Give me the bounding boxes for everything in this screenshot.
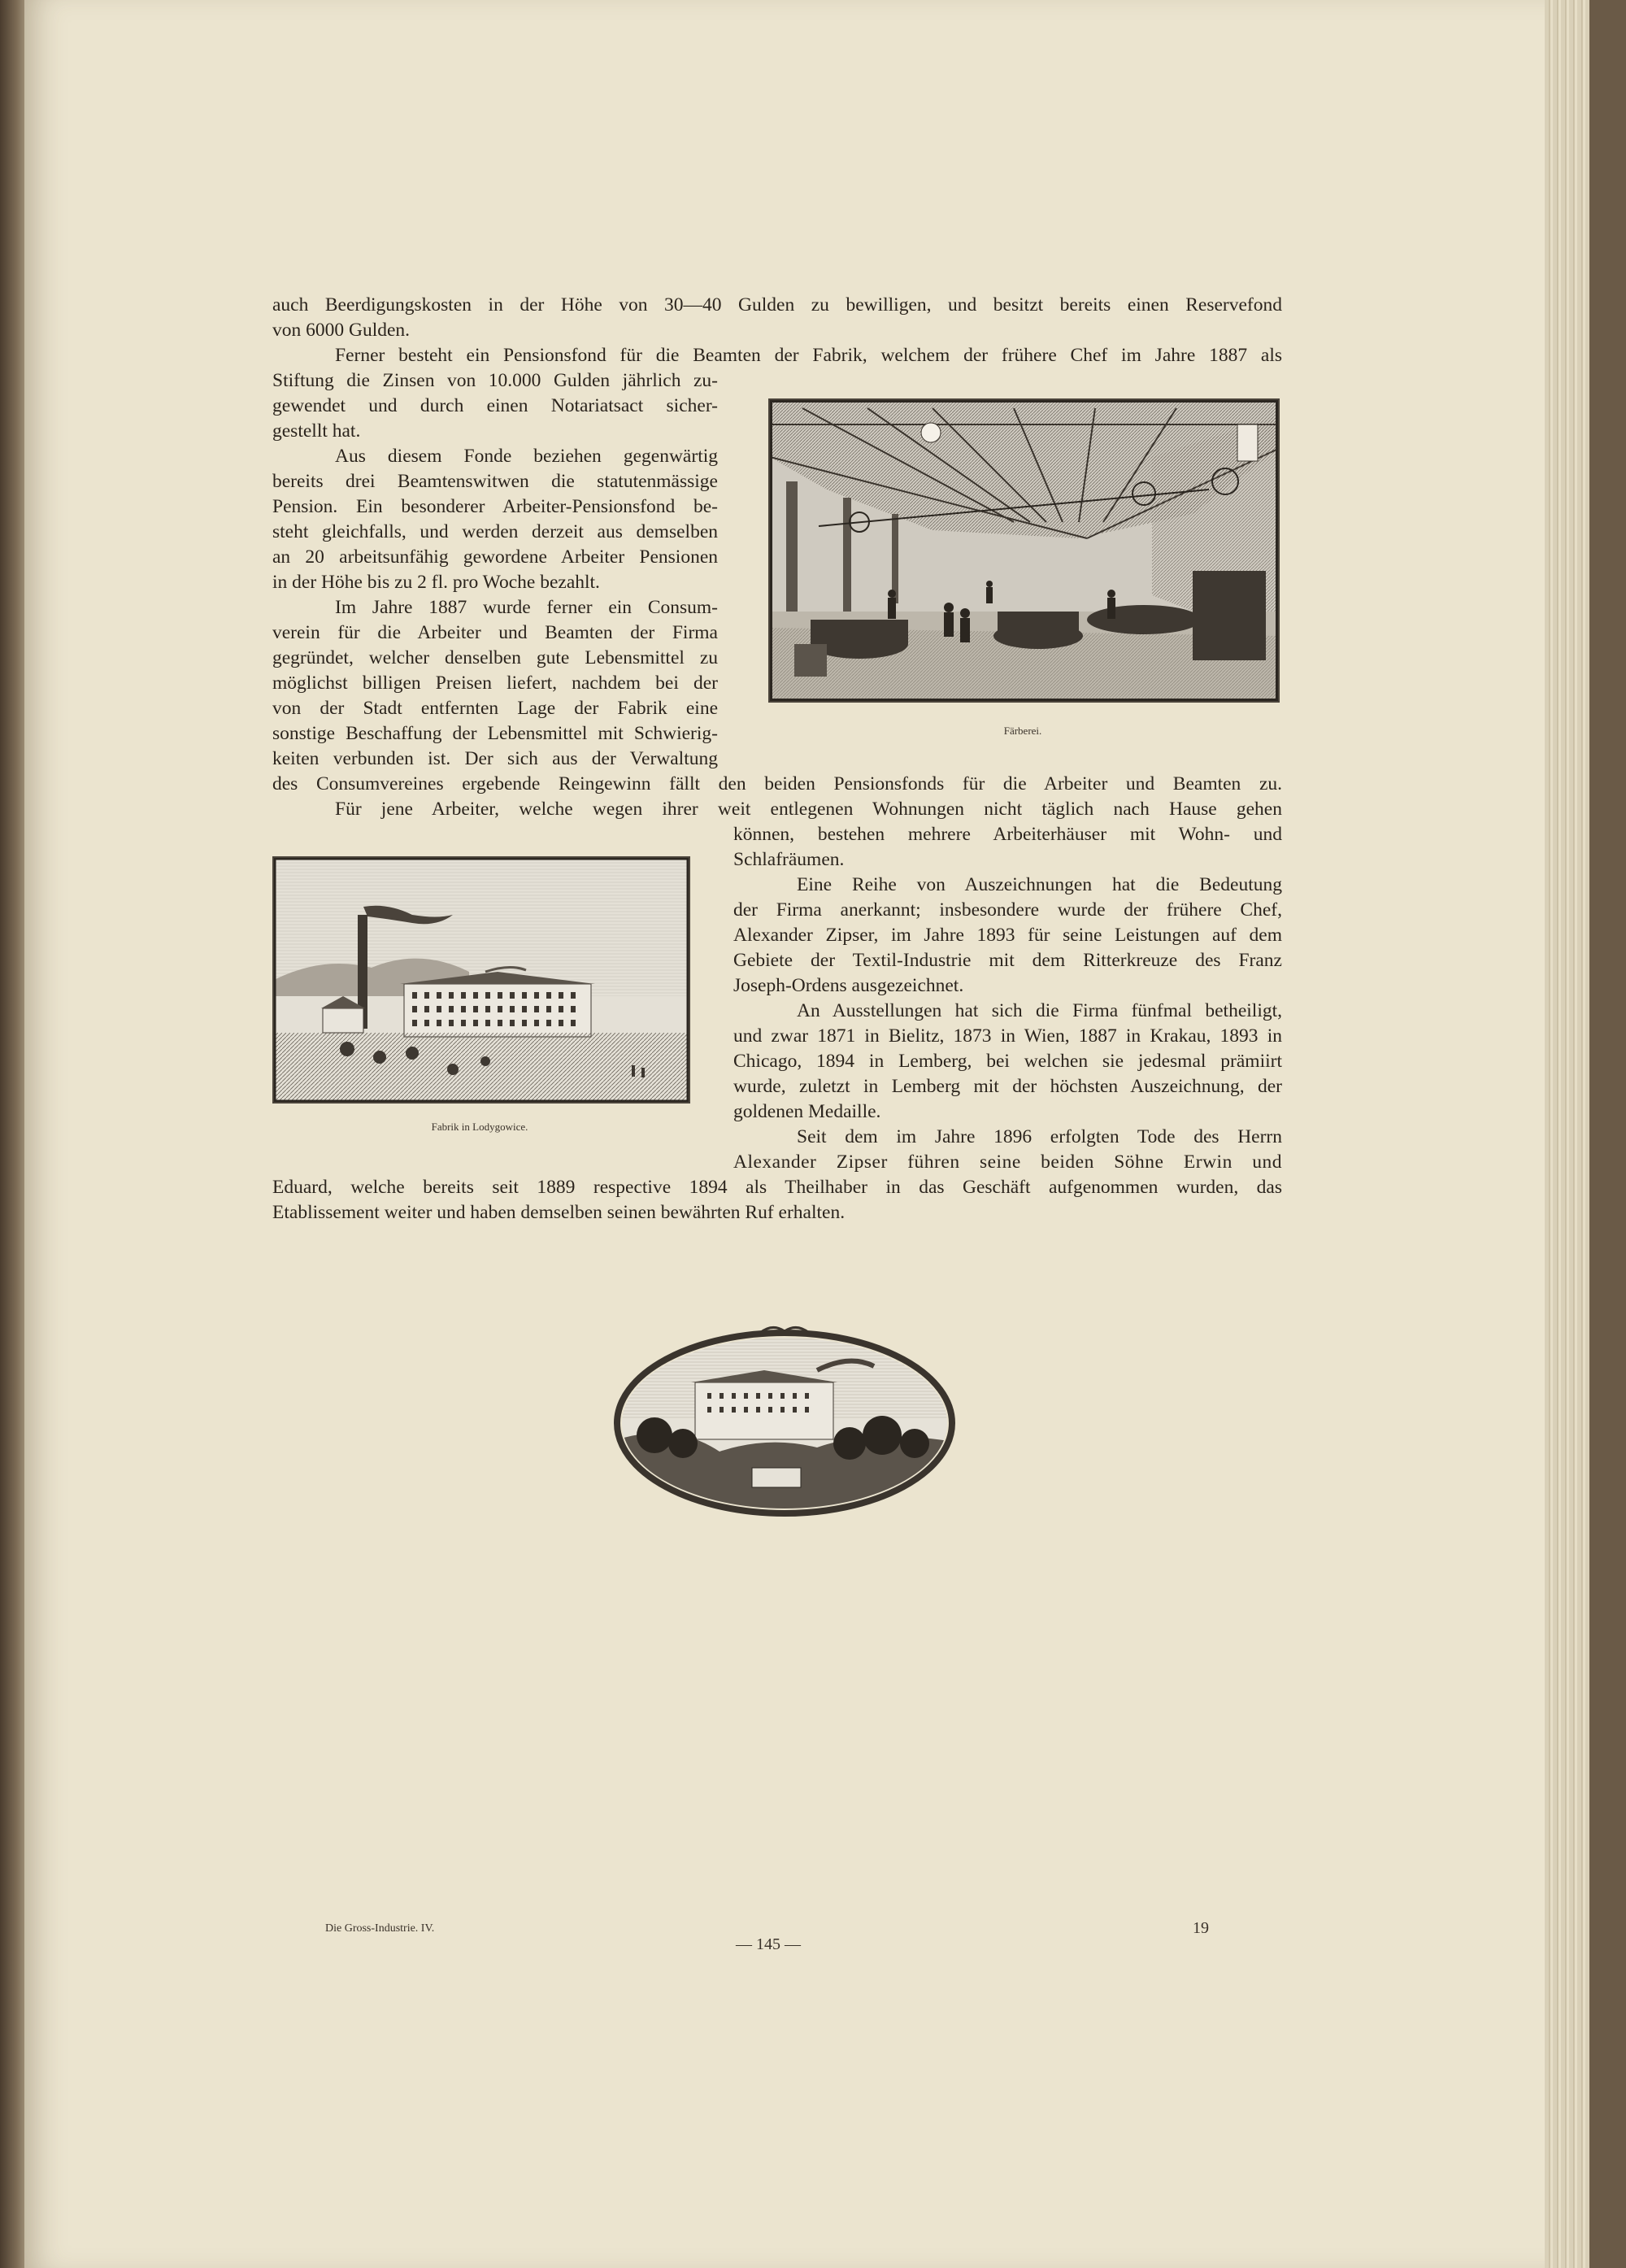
text-line: gestellt hat. [272, 420, 361, 442]
text-line: verein für die Arbeiter und Beamten der Firma [272, 622, 718, 643]
text-line: Alexander Zipser, im Jahre 1893 für seine Leistungen auf dem [733, 925, 1282, 946]
text-line: steht gleichfalls, und werden derzeit aus demselben [272, 521, 718, 542]
text-line: Eine Reihe von Auszeichnungen hat die Bedeutung [797, 874, 1282, 895]
text-line: wurde, zuletzt in Lemberg mit der höchsten Auszeichnung, der [733, 1076, 1282, 1097]
text-line: Pension. Ein besonderer Arbeiter-Pensionsfond be- [272, 496, 718, 517]
page-number: — 145 — [736, 1935, 801, 1953]
text-line: Alexander Zipser führen seine beiden Söhne Erwin und [733, 1151, 1282, 1173]
text-line: sonstige Beschaffung der Lebensmittel mit Schwierig- [272, 723, 718, 744]
text-line: Im Jahre 1887 wurde ferner ein Consum- [335, 597, 718, 618]
text-line: Gebiete der Textil-Industrie mit dem Ritterkreuze des Franz [733, 950, 1282, 971]
factory-engraving-art [274, 858, 689, 1102]
text-line: Ferner besteht ein Pensionsfond für die Beamten der Fabrik, welchem der frühere Chef im Jahre 1887 als [335, 345, 1282, 366]
text-line: Etablissement weiter und haben demselben seinen bewährten Ruf erhalten. [272, 1202, 846, 1223]
text-line: der Firma anerkannt; insbesondere wurde der frühere Chef, [733, 899, 1282, 921]
text-line: Stiftung die Zinsen von 10.000 Gulden jährlich zu- [272, 370, 718, 391]
text-line: gegründet, welcher denselben gute Lebensmittel zu [272, 647, 718, 668]
text-line: des Consumvereines ergebende Reingewinn fällt den beiden Pensionsfonds für die Arbeiter und Beamten zu. [272, 773, 1282, 794]
dyehouse-caption: Färberei. [1003, 725, 1042, 737]
text-line: bereits drei Beamtenswitwen die statutenmässige [272, 471, 718, 492]
text-line: möglichst billigen Preisen liefert, nachdem bei der [272, 673, 718, 694]
factory-caption: Fabrik in Lodygowice. [431, 1121, 528, 1133]
text-line: und zwar 1871 in Bielitz, 1873 in Wien, 1887 in Krakau, 1893 in [733, 1025, 1282, 1047]
text-line: von der Stadt entfernten Lage der Fabrik eine [272, 698, 718, 719]
text-line: goldenen Medaille. [733, 1101, 881, 1122]
text-line: Chicago, 1894 in Lemberg, bei welchen sie jedesmal prämiirt [733, 1051, 1282, 1072]
factory-vignette [606, 1321, 963, 1521]
text-line: von 6000 Gulden. [272, 320, 411, 341]
text-line: Joseph-Ordens ausgezeichnet. [733, 975, 964, 996]
text-line: Eduard, welche bereits seit 1889 respective 1894 als Theilhaber in das Geschäft aufgenommen wurden, das [272, 1177, 1282, 1198]
text-line: Schlafräumen. [733, 849, 845, 870]
text-line: Für jene Arbeiter, welche wegen ihrer weit entlegenen Wohnungen nicht täglich nach Hause gehen [335, 799, 1282, 820]
dyehouse-engraving-art [770, 400, 1278, 701]
text-line: an 20 arbeitsunfähig gewordene Arbeiter Pensionen [272, 546, 718, 568]
text-line: auch Beerdigungskosten in der Höhe von 30—40 Gulden zu bewilligen, und besitzt bereits einen Reservefond [272, 294, 1282, 316]
text-line: in der Höhe bis zu 2 fl. pro Woche bezahlt. [272, 572, 600, 593]
signature-mark: 19 [1193, 1919, 1209, 1937]
text-line: keiten verbunden ist. Der sich aus der Verwaltung [272, 748, 718, 769]
page-stack-edge [1545, 0, 1589, 2268]
text-line: können, bestehen mehrere Arbeiterhäuser mit Wohn- und [733, 824, 1282, 845]
footer-series-title: Die Gross-Industrie. IV. [325, 1922, 435, 1935]
dyehouse-engraving [768, 398, 1280, 703]
vignette-art [606, 1321, 963, 1521]
text-line: Seit dem im Jahre 1896 erfolgten Tode des Herrn [797, 1126, 1282, 1147]
factory-engraving [272, 856, 690, 1104]
text-line: Aus diesem Fonde beziehen gegenwärtig [335, 446, 718, 467]
text-line: An Ausstellungen hat sich die Firma fünfmal betheiligt, [797, 1000, 1282, 1021]
text-line: gewendet und durch einen Notariatsact sicher- [272, 395, 718, 416]
